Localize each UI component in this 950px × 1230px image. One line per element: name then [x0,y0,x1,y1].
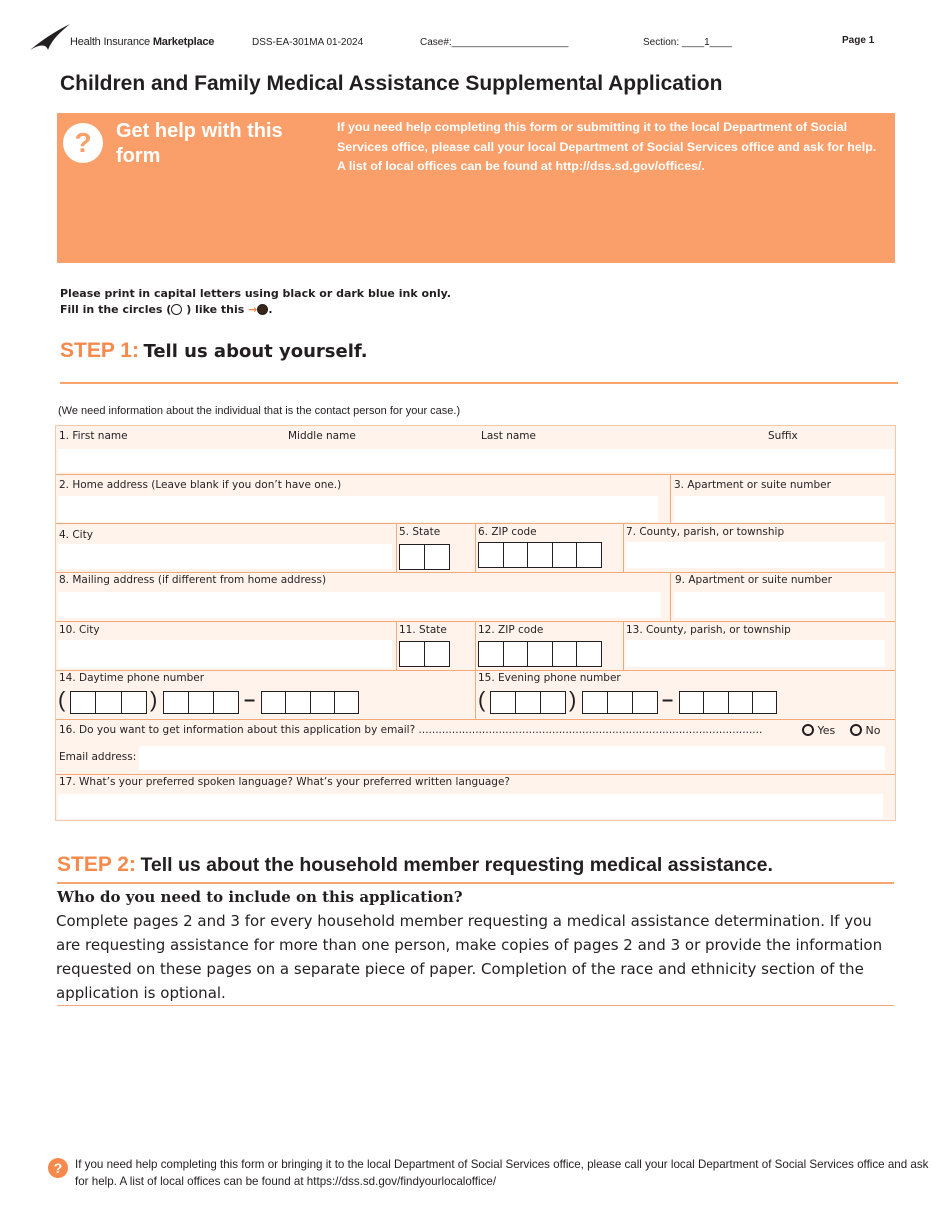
marketplace-logo-icon [28,22,72,52]
label-zip-6: 6. ZIP code [478,526,537,538]
step2-bottom-rule [57,1005,894,1006]
label-state-11: 11. State [399,624,447,636]
yes-radio-icon[interactable] [802,724,814,736]
state-5-input[interactable] [399,544,450,570]
label-middle-name: Middle name [288,430,356,442]
case-number-field[interactable]: Case#:_____________________ [420,37,569,48]
eve-phone-area-input[interactable] [490,691,566,714]
label-apartment-9: 9. Apartment or suite number [675,574,832,586]
section-number: Section: ____1____ [643,37,732,48]
label-email-address: Email address: [59,751,137,763]
day-phone-paren-open: ( [58,687,66,712]
step1-title: Tell us about yourself. [143,341,368,362]
footer-help-text: If you need help completing this form or bringing it to the local Department of Social Services office, please call your local Department of Social Services office and ask for help. A list of local offices can be found at https://dss.sd.gov/findyourlocaloffice/ [75,1158,929,1188]
page-number: Page 1 [842,35,875,46]
no-label: No [865,724,881,737]
apartment-9-input[interactable] [674,592,885,618]
apartment-3-input[interactable] [674,496,885,522]
instruction-circles-text-a: Fill in the circles ( [60,303,172,316]
language-input[interactable] [58,794,883,819]
city-4-input[interactable] [58,544,392,569]
label-daytime-phone: 14. Daytime phone number [59,672,205,684]
label-county-13: 13. County, parish, or township [626,624,791,636]
instruction-ink: Please print in capital letters using black or dark blue ink only. [60,287,451,300]
mailing-address-input[interactable] [58,592,661,618]
step1-note: (We need information about the individual that is the contact person for your case.) [58,405,461,417]
step2-divider [57,882,894,884]
eve-phone-dash: – [662,689,674,711]
footer-help-icon: ? [48,1158,68,1178]
help-box [57,113,895,263]
state-11-input[interactable] [399,641,450,667]
form-id: DSS-EA-301MA 01-2024 [252,37,364,48]
label-apartment-3: 3. Apartment or suite number [674,479,831,491]
yes-label: Yes [817,724,836,737]
step2-subheading: Who do you need to include on this application? [57,888,463,906]
arrow-right-icon: → [248,303,258,316]
instruction-circles-text-b: ) like this [186,303,245,316]
email-address-input[interactable] [139,746,885,770]
label-city-10: 10. City [59,624,100,636]
label-county-7: 7. County, parish, or township [626,526,785,538]
county-13-input[interactable] [626,640,885,667]
day-phone-area-input[interactable] [70,691,147,714]
email-yes-option[interactable] [802,724,835,737]
step2-heading [57,853,773,877]
help-text: If you need help completing this form or submitting it to the local Department of Social Services office, please call your local Department of Social Services office and ask for help. A list of local offices can be found at http://dss.sd.gov/offices/. [337,120,877,173]
home-address-input[interactable] [58,496,658,522]
eve-phone-prefix-input[interactable] [582,691,658,714]
day-phone-dash: – [244,689,256,711]
county-7-input[interactable] [626,542,885,568]
empty-circle-icon [171,304,182,315]
label-state-5: 5. State [399,526,441,538]
question-17: 17. What’s your preferred spoken language? What’s your preferred written language? [59,776,510,788]
email-no-option[interactable] [850,724,880,737]
label-first-name: 1. First name [59,430,128,442]
logo-wordmark [70,36,214,48]
filled-circle-icon [257,304,268,315]
question-16: 16. Do you want to get information about this application by email? ....................................................................................................... [59,724,763,736]
instruction-circles-text-c: . [268,303,273,316]
page-title: Children and Family Medical Assistance Supplemental Application [60,72,723,95]
logo-word-marketplace: Marketplace [152,36,215,48]
eve-phone-line-input[interactable] [679,691,777,714]
city-10-input[interactable] [58,640,392,668]
step1-divider [60,382,898,384]
step1-number: STEP 1: [60,339,139,362]
question-mark-icon: ? [63,123,103,163]
name-input[interactable] [58,449,894,472]
instruction-circles [60,302,451,318]
day-phone-paren-close: ) [150,687,158,712]
step2-body: Complete pages 2 and 3 for every household member requesting a medical assistance determination. If you are requesting assistance for more than one person, make copies of pages 2 and 3 or provide the information requested on these pages on a separate piece of paper. Completion of the race and ethnicity section of the application is optional. [56,912,883,1002]
zip-12-input[interactable] [478,641,602,667]
contact-form [55,425,896,821]
step2-title: Tell us about the household member requesting medical assistance. [140,854,773,876]
day-phone-line-input[interactable] [261,691,359,714]
step1-heading [60,339,368,363]
step2-number: STEP 2: [57,853,136,876]
label-mailing-address: 8. Mailing address (if different from home address) [59,574,327,586]
label-home-address: 2. Home address (Leave blank if you don’t have one.) [59,479,342,491]
label-zip-12: 12. ZIP code [478,624,544,636]
day-phone-prefix-input[interactable] [163,691,239,714]
no-radio-icon[interactable] [850,724,862,736]
label-last-name: Last name [481,430,536,442]
zip-6-input[interactable] [478,542,602,568]
logo-word-health-insurance: Health Insurance [70,36,150,48]
label-evening-phone: 15. Evening phone number [478,672,621,684]
eve-phone-paren-open: ( [478,687,486,712]
instructions [60,286,451,318]
label-city-4: 4. City [59,529,93,541]
help-title: Get help with this form [116,120,283,167]
eve-phone-paren-close: ) [569,687,577,712]
label-suffix: Suffix [768,430,798,442]
